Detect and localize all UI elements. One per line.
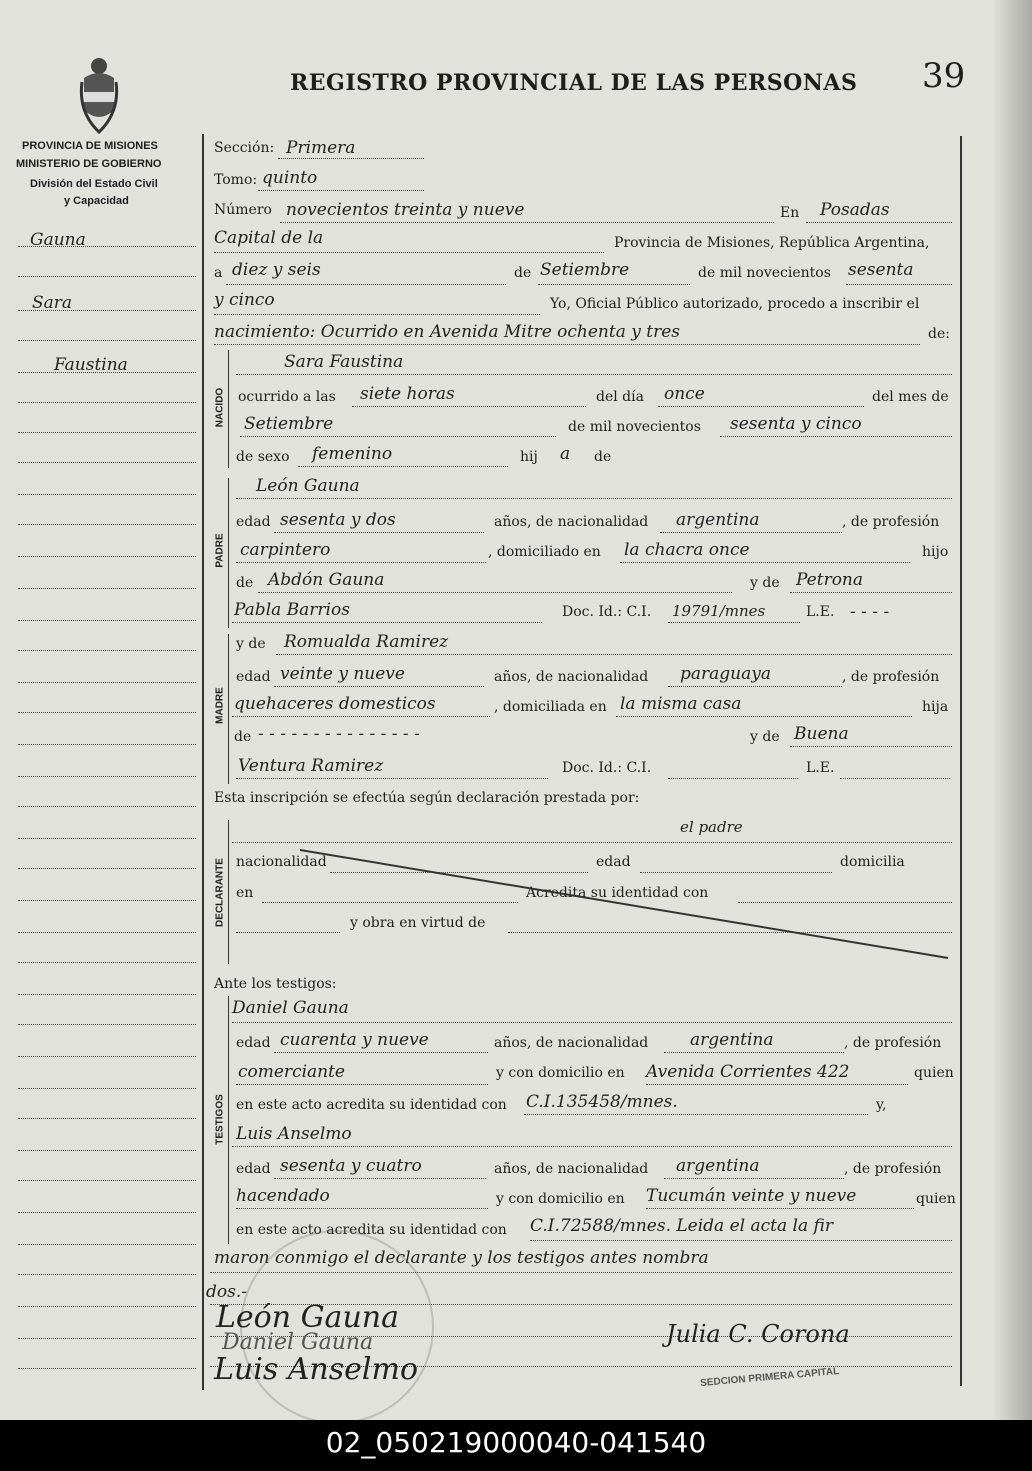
madre-edad: veinte y nueve <box>280 664 405 684</box>
padre-y-de-label: y de <box>750 575 780 591</box>
lugar-value: Capital de la <box>214 228 324 248</box>
madre-y-de-label: y de <box>236 636 266 652</box>
testigo2-edad: sesenta y cuatro <box>280 1156 422 1176</box>
declaracion-text: Esta inscripción se efectúa según declaración prestada por: <box>214 790 640 806</box>
sexo-label: de sexo <box>236 449 290 465</box>
nacido-anio: sesenta y cinco <box>730 414 862 434</box>
padre-doc-label: Doc. Id.: C.I. <box>562 604 652 620</box>
mil-novecientos-label: de mil novecientos <box>698 265 831 281</box>
madre-profesion: quehaceres domesticos <box>234 694 436 714</box>
padre-doc: 19791/mnes <box>672 602 766 620</box>
declarante-section-label: DECLARANTE <box>214 858 226 927</box>
provincia-text: Provincia de Misiones, República Argentina, <box>614 235 930 251</box>
testigo2-nombre: Luis Anselmo <box>236 1124 352 1144</box>
en-value: Posadas <box>820 200 890 220</box>
madre-madre-2: Ventura Ramirez <box>238 756 384 776</box>
authority-line-3: División del Estado Civil <box>30 178 158 190</box>
testigo2-acredita-label: en este acto acredita su identidad con <box>236 1222 507 1238</box>
testigo2-prof-label: , de profesión <box>844 1161 942 1177</box>
padre-padre: Abdón Gauna <box>268 570 385 590</box>
nacido-sexo: femenino <box>312 444 393 464</box>
declarante-en-label: en <box>236 885 254 901</box>
testigo1-documento: C.I.135458/mnes. <box>526 1092 678 1112</box>
testigo1-acredita-label: en este acto acredita su identidad con <box>236 1097 507 1113</box>
margin-surname: Gauna <box>30 230 86 250</box>
testigos-section-label: TESTIGOS <box>214 1094 226 1145</box>
madre-le-label: L.E. <box>806 760 835 776</box>
testigo2-profesion: hacendado <box>236 1186 330 1206</box>
hij-de-label: de <box>594 449 612 465</box>
nacido-hora: siete horas <box>360 384 455 404</box>
padre-madre-1: Petrona <box>796 570 864 590</box>
nacido-nombre: Sara Faustina <box>284 352 404 372</box>
testigo1-prof-label: , de profesión <box>844 1035 942 1051</box>
fecha-mes: Setiembre <box>540 260 630 280</box>
padre-madre-2: Pabla Barrios <box>234 600 350 620</box>
frame-right-rule <box>960 136 962 1386</box>
declarante-acredita-label: Acredita su identidad con <box>526 885 709 901</box>
signature-testigo: Daniel Gauna <box>222 1330 374 1355</box>
madre-nombre: Romualda Ramirez <box>284 632 449 652</box>
numero-label: Número <box>214 202 272 218</box>
document-id-footer: 02_050219000040-041540 <box>0 1420 1032 1471</box>
oficial-text: Yo, Oficial Público autorizado, procedo a inscribir el <box>550 296 920 312</box>
testigo1-edad: cuarenta y nueve <box>280 1030 429 1050</box>
testigo2-documento: C.I.72588/mnes. Leida el acta la fir <box>530 1216 833 1236</box>
authority-line-1: PROVINCIA DE MISIONES <box>22 140 158 152</box>
padre-de-label: de <box>236 575 254 591</box>
page-number: 39 <box>922 56 966 96</box>
madre-dom-label: , domiciliada en <box>494 699 607 715</box>
madre-de-label: de <box>234 729 252 745</box>
madre-domicilio: la misma casa <box>620 694 742 714</box>
padre-nacionalidad: argentina <box>676 510 760 530</box>
madre-doc-label: Doc. Id.: C.I. <box>562 760 652 776</box>
declarante-nombre: el padre <box>680 818 743 836</box>
fecha-anio-1: sesenta <box>848 260 914 280</box>
testigo2-domicilio: Tucumán veinte y nueve <box>646 1186 857 1206</box>
tomo-label: Tomo: <box>214 172 258 188</box>
margin-first-name: Sara <box>32 293 73 313</box>
testigo2-nacionalidad: argentina <box>676 1156 760 1176</box>
declarante-nacionalidad-label: nacionalidad <box>236 854 327 870</box>
testigo1-edad-label: edad <box>236 1035 271 1051</box>
hij-suffix: a <box>560 444 571 464</box>
testigo1-profesion: comerciante <box>238 1062 345 1082</box>
nacido-mil-label: de mil novecientos <box>568 419 701 435</box>
fecha-de-label: de <box>514 265 532 281</box>
padre-profesion: carpintero <box>240 540 331 560</box>
fecha-dia: diez y seis <box>232 260 321 280</box>
frame-left-rule <box>202 134 204 1390</box>
madre-nacionalidad: paraguaya <box>680 664 771 684</box>
en-label: En <box>780 205 800 221</box>
tomo-value: quinto <box>262 168 318 188</box>
padre-section-label: PADRE <box>214 533 226 568</box>
padre-prof-label: , de profesión <box>842 514 940 530</box>
padre-dom-label: , domiciliado en <box>488 544 601 560</box>
testigo2-quien-label: quien <box>916 1191 956 1207</box>
testigo2-nac-label: años, de nacionalidad <box>494 1161 649 1177</box>
padre-nac-label: años, de nacionalidad <box>494 514 649 530</box>
nacido-dia: once <box>664 384 705 404</box>
padre-hijo-label: hijo <box>922 544 949 560</box>
coat-of-arms-emblem <box>78 52 120 134</box>
madre-prof-label: , de profesión <box>842 669 940 685</box>
declarante-cancel-stroke <box>300 846 952 962</box>
madre-madre-1: Buena <box>794 724 849 744</box>
mes-label: del mes de <box>872 389 949 405</box>
testigo1-y-label: y, <box>876 1097 887 1113</box>
madre-hija-label: hija <box>922 699 949 715</box>
madre-y-de2-label: y de <box>750 729 780 745</box>
padre-edad: sesenta y dos <box>280 510 396 530</box>
padre-le-label: L.E. <box>806 604 835 620</box>
testigos-intro: Ante los testigos: <box>214 976 337 992</box>
testigo1-nombre: Daniel Gauna <box>232 998 349 1018</box>
authority-line-2: MINISTERIO DE GOBIERNO <box>16 158 162 170</box>
testigo1-dom-label: y con domicilio en <box>496 1065 625 1081</box>
madre-section-label: MADRE <box>214 687 226 724</box>
testigo2-dom-label: y con domicilio en <box>496 1191 625 1207</box>
padre-edad-label: edad <box>236 514 271 530</box>
ocurrido-label: ocurrido a las <box>238 389 336 405</box>
inscripcion-de-label: de: <box>928 326 950 342</box>
testigo1-quien-label: quien <box>914 1065 954 1081</box>
testigo1-nacionalidad: argentina <box>690 1030 774 1050</box>
signature-testigo2: Luis Anselmo <box>214 1352 419 1387</box>
padre-le: - - - - <box>850 602 890 622</box>
nacido-section-label: NACIDO <box>214 387 226 428</box>
signature-oficial: Julia C. Corona <box>666 1320 850 1348</box>
padre-nombre: León Gauna <box>256 476 360 496</box>
seccion-label: Sección: <box>214 140 275 156</box>
padre-domicilio: la chacra once <box>624 540 750 560</box>
declarante-obra-label: y obra en virtud de <box>350 915 486 931</box>
fecha-anio-2: y cinco <box>214 290 275 310</box>
madre-padre: - - - - - - - - - - - - - - - <box>258 724 420 744</box>
testigo1-nac-label: años, de nacionalidad <box>494 1035 649 1051</box>
declarante-edad-label: edad <box>596 854 631 870</box>
stamp-oficial-text: SEDCION PRIMERA CAPITAL <box>699 1365 840 1390</box>
signature-declarante: León Gauna <box>216 1300 399 1335</box>
numero-value: novecientos treinta y nueve <box>286 200 525 220</box>
a-label: a <box>214 265 223 281</box>
cierre-line-1: maron conmigo el declarante y los testigos antes nombra <box>214 1248 709 1268</box>
madre-nac-label: años, de nacionalidad <box>494 669 649 685</box>
hij-label: hij <box>520 449 538 465</box>
document-title: REGISTRO PROVINCIAL DE LAS PERSONAS <box>290 70 858 96</box>
margin-second-name: Faustina <box>54 355 128 375</box>
seccion-value: Primera <box>286 138 356 158</box>
dia-label: del día <box>596 389 644 405</box>
testigo2-edad-label: edad <box>236 1161 271 1177</box>
testigo1-domicilio: Avenida Corrientes 422 <box>646 1062 850 1082</box>
authority-line-4: y Capacidad <box>64 195 129 207</box>
madre-edad-label: edad <box>236 669 271 685</box>
declarante-domicilia-label: domicilia <box>840 854 905 870</box>
nacido-mes: Setiembre <box>244 414 334 434</box>
cierre-line-2: dos.- <box>206 1282 247 1302</box>
inscripcion-line: nacimiento: Ocurrido en Avenida Mitre ochenta y tres <box>214 322 680 342</box>
